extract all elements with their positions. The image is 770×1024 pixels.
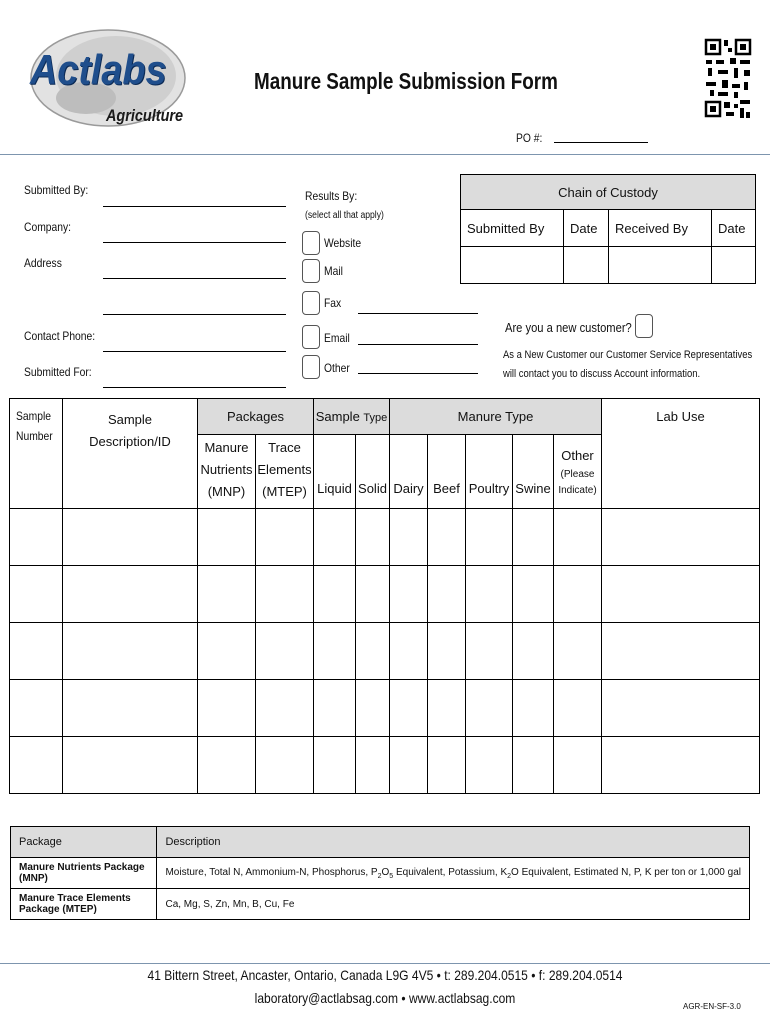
mnp-desc-a: Moisture, Total N, Ammonium-N, Phosphorus, P: [165, 866, 378, 878]
results-hint: (select all that apply): [305, 210, 384, 221]
website-option: Website: [324, 236, 362, 250]
sample-cell[interactable]: [256, 509, 314, 566]
header-divider: [0, 154, 770, 155]
sample-cell[interactable]: [63, 623, 198, 680]
mnp-package-name: Manure Nutrients Package (MNP): [11, 858, 157, 889]
mtep-line-1: Trace: [268, 440, 301, 455]
new-customer-question: Are you a new customer?: [505, 320, 632, 335]
coc-date-cell-2[interactable]: [712, 247, 756, 284]
mnp-desc-b: O: [381, 866, 390, 878]
mnp-sub-3: 2: [507, 872, 512, 880]
mtep-header: [256, 435, 314, 509]
address-label: Address: [24, 256, 62, 270]
sample-cell[interactable]: [428, 680, 466, 737]
submitted-for-field[interactable]: [103, 387, 286, 388]
company-logo: [26, 26, 186, 130]
sample-cell[interactable]: [513, 509, 554, 566]
sample-cell[interactable]: [356, 680, 390, 737]
sample-cell[interactable]: [428, 509, 466, 566]
sample-cell[interactable]: [554, 737, 602, 794]
other-option: Other: [324, 361, 350, 375]
sample-cell[interactable]: [63, 509, 198, 566]
manure-type-header: [390, 399, 602, 435]
mnp-line-3: (MNP): [207, 484, 246, 499]
sample-cell[interactable]: [256, 680, 314, 737]
new-customer-note-1: As a New Customer our Customer Service Representatives: [503, 349, 753, 361]
poultry-header: [466, 435, 513, 509]
footer-address: 41 Bittern Street, Ancaster, Ontario, Canada L9G 4V5 • t: 289.204.0515 • f: 289.204.0514: [147, 967, 623, 983]
lab-use-label: Lab Use: [656, 409, 705, 424]
sample-cell[interactable]: [428, 566, 466, 623]
sample-cell[interactable]: [314, 737, 356, 794]
poultry-label: Poultry: [468, 481, 510, 496]
coc-date-cell[interactable]: [564, 247, 609, 284]
contact-phone-label: Contact Phone:: [24, 329, 96, 343]
coc-date-header-2: Date: [712, 210, 756, 247]
sample-cell[interactable]: [513, 623, 554, 680]
mtep-line-3: (MTEP): [262, 484, 307, 499]
po-field[interactable]: [554, 142, 648, 143]
mtep-line-2: Elements: [257, 462, 312, 477]
beef-header: [428, 435, 466, 509]
po-label: PO #:: [516, 131, 543, 145]
submitted-by-field[interactable]: [103, 206, 286, 207]
sample-cell[interactable]: [63, 737, 198, 794]
table-row: [10, 509, 760, 566]
sample-cell[interactable]: [513, 737, 554, 794]
beef-label: Beef: [433, 481, 460, 496]
mail-checkbox[interactable]: [302, 259, 320, 283]
logo-sub-text: Agriculture: [106, 106, 184, 125]
sample-cell[interactable]: [356, 509, 390, 566]
sample-cell[interactable]: [390, 737, 428, 794]
sample-cell[interactable]: [390, 509, 428, 566]
sample-cell[interactable]: [428, 737, 466, 794]
sample-cell[interactable]: [602, 680, 760, 737]
other-checkbox[interactable]: [302, 355, 320, 379]
package-col-header: Package: [11, 827, 157, 858]
mnp-line-1: Manure: [204, 440, 249, 455]
sample-cell[interactable]: [198, 737, 256, 794]
sample-cell[interactable]: [314, 566, 356, 623]
qr-code: [704, 38, 752, 120]
table-row: [10, 623, 760, 680]
sample-cell[interactable]: [466, 737, 513, 794]
solid-label: Solid: [358, 481, 387, 496]
mnp-sub-1: 2: [377, 872, 382, 880]
sample-cell[interactable]: [466, 680, 513, 737]
address-field-2[interactable]: [103, 314, 286, 315]
manure-type-label: Manure Type: [457, 408, 534, 424]
dairy-label: Dairy: [393, 481, 424, 496]
email-field[interactable]: [358, 344, 478, 345]
address-field-1[interactable]: [103, 278, 286, 279]
sample-cell[interactable]: [390, 680, 428, 737]
other-label: Other: [561, 448, 594, 463]
chain-of-custody-title: Chain of Custody: [461, 175, 756, 210]
description-col-header: Description: [157, 827, 750, 858]
sample-cell[interactable]: [63, 566, 198, 623]
sample-desc-line-2: Description/ID: [89, 434, 171, 449]
mnp-line-2: Nutrients: [200, 462, 253, 477]
sample-cell[interactable]: [554, 680, 602, 737]
sample-cell[interactable]: [63, 680, 198, 737]
other-note-1: (Please: [560, 469, 595, 480]
sample-cell[interactable]: [554, 566, 602, 623]
sample-cell[interactable]: [390, 623, 428, 680]
lab-use-header: [602, 399, 760, 509]
sample-cell[interactable]: [466, 566, 513, 623]
mtep-package-name: Manure Trace Elements Package (MTEP): [11, 889, 157, 920]
table-row: [10, 566, 760, 623]
sample-cell[interactable]: [10, 509, 63, 566]
footer-contact: laboratory@actlabsag.com • www.actlabsag.com: [254, 990, 516, 1006]
email-option: Email: [324, 331, 350, 345]
mail-option: Mail: [324, 264, 343, 278]
coc-received-by-cell[interactable]: [609, 247, 712, 284]
sample-cell[interactable]: [10, 566, 63, 623]
table-row: [10, 737, 760, 794]
sample-number-line-1: Sample: [16, 409, 51, 423]
sample-cell[interactable]: [513, 680, 554, 737]
sample-cell[interactable]: [602, 566, 760, 623]
coc-received-by-header: Received By: [609, 210, 712, 247]
submitted-for-label: Submitted For:: [24, 365, 92, 379]
sample-cell[interactable]: [356, 737, 390, 794]
sample-number-line-2: Number: [16, 429, 53, 443]
sample-cell[interactable]: [256, 566, 314, 623]
sample-cell[interactable]: [428, 623, 466, 680]
sample-cell[interactable]: [10, 680, 63, 737]
sample-cell[interactable]: [10, 623, 63, 680]
mnp-desc-c: Equivalent, Potassium, K: [393, 866, 508, 878]
fax-checkbox[interactable]: [302, 291, 320, 315]
sample-cell[interactable]: [602, 623, 760, 680]
package-table: [10, 826, 750, 920]
sample-table: [9, 398, 760, 794]
sample-cell[interactable]: [198, 509, 256, 566]
sample-cell[interactable]: [602, 509, 760, 566]
solid-header: [356, 435, 390, 509]
liquid-label: Liquid: [317, 481, 352, 496]
other-note-2: Indicate): [558, 485, 597, 496]
mnp-header: [198, 435, 256, 509]
coc-submitted-by-header: Submitted By: [461, 210, 564, 247]
logo-brand-text: Actlabs: [30, 46, 167, 93]
sample-cell[interactable]: [314, 623, 356, 680]
sample-cell[interactable]: [602, 737, 760, 794]
sample-cell[interactable]: [256, 623, 314, 680]
mnp-package-description: [157, 858, 750, 889]
liquid-header: [314, 435, 356, 509]
sample-cell[interactable]: [554, 509, 602, 566]
other-field[interactable]: [358, 373, 478, 374]
fax-field[interactable]: [358, 313, 478, 314]
website-checkbox[interactable]: [302, 231, 320, 255]
email-checkbox[interactable]: [302, 325, 320, 349]
sample-cell[interactable]: [198, 566, 256, 623]
new-customer-checkbox[interactable]: [635, 314, 653, 338]
sample-cell[interactable]: [356, 623, 390, 680]
fax-option: Fax: [324, 296, 342, 310]
mnp-desc-d: O Equivalent, Estimated N, P, K per ton or 1,000 gal: [511, 866, 741, 878]
packages-label: Packages: [226, 408, 285, 424]
sample-cell[interactable]: [198, 623, 256, 680]
footer-divider: [0, 963, 770, 964]
sample-cell[interactable]: [256, 737, 314, 794]
sample-cell[interactable]: [198, 680, 256, 737]
chain-of-custody-table: [460, 174, 756, 284]
sample-cell[interactable]: [554, 623, 602, 680]
sample-desc-header: [63, 399, 198, 509]
sample-desc-line-1: Sample: [107, 412, 153, 427]
company-label: Company:: [24, 220, 72, 234]
sample-cell[interactable]: [314, 509, 356, 566]
contact-phone-field[interactable]: [103, 351, 286, 352]
packages-header: [198, 399, 314, 435]
form-code: AGR-EN-SF-3.0: [683, 1002, 741, 1011]
sample-cell[interactable]: [466, 509, 513, 566]
sample-type-label-a: Sample: [315, 409, 360, 424]
sample-cell[interactable]: [10, 737, 63, 794]
sample-cell[interactable]: [513, 566, 554, 623]
sample-cell[interactable]: [314, 680, 356, 737]
company-field[interactable]: [103, 242, 286, 243]
page-title: Manure Sample Submission Form: [254, 68, 558, 94]
coc-date-header: Date: [564, 210, 609, 247]
mtep-package-description: Ca, Mg, S, Zn, Mn, B, Cu, Fe: [157, 889, 750, 920]
coc-submitted-by-cell[interactable]: [461, 247, 564, 284]
swine-header: [513, 435, 554, 509]
swine-label: Swine: [515, 481, 551, 496]
table-row: [10, 680, 760, 737]
mnp-sub-2: 5: [389, 872, 394, 880]
dairy-header: [390, 435, 428, 509]
sample-type-header: [314, 399, 390, 435]
sample-cell[interactable]: [356, 566, 390, 623]
results-by-label: Results By:: [305, 189, 358, 203]
new-customer-note-2: will contact you to discuss Account information.: [503, 368, 701, 380]
sample-type-label-b: Type: [363, 412, 388, 424]
sample-number-header: [10, 399, 63, 509]
other-header: [554, 435, 602, 509]
sample-cell[interactable]: [466, 623, 513, 680]
sample-cell[interactable]: [390, 566, 428, 623]
submitted-by-label: Submitted By:: [24, 183, 89, 197]
